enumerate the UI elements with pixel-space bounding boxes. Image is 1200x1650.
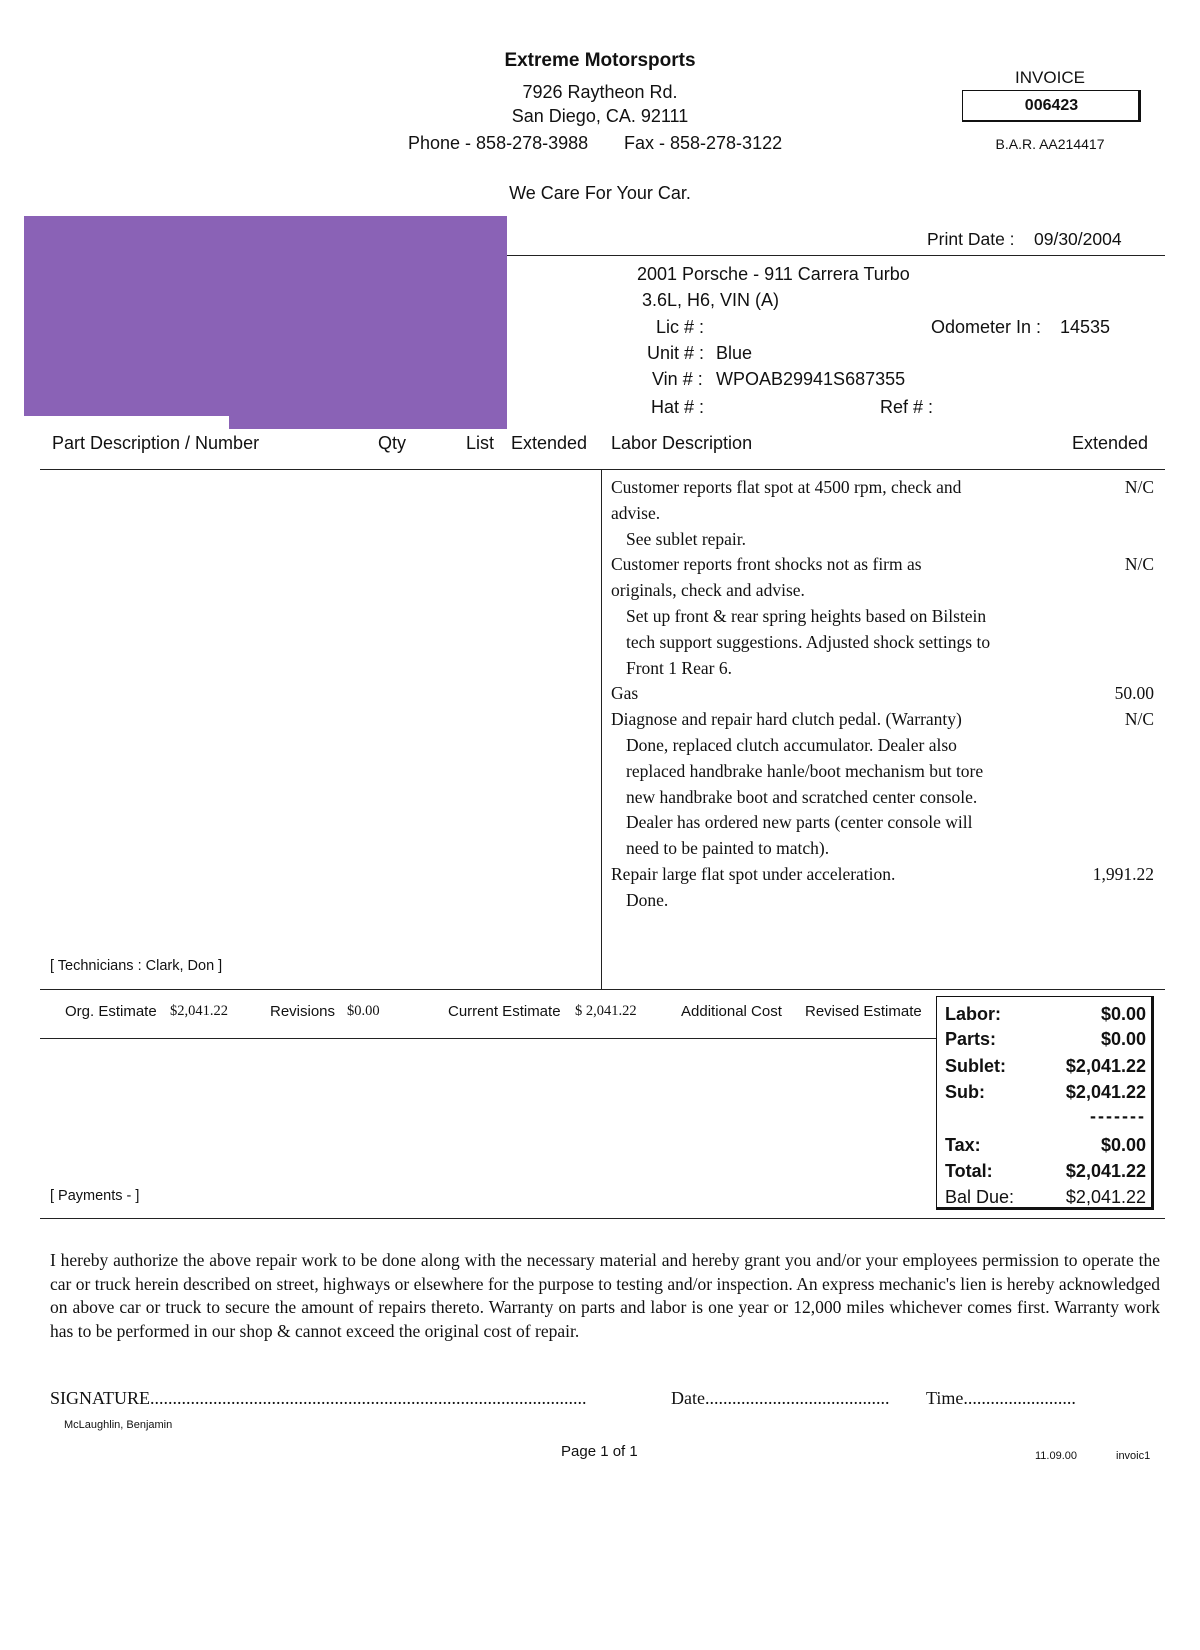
technicians: [ Technicians : Clark, Don ]	[50, 958, 223, 974]
labor-total-value: $0.00	[1100, 1004, 1146, 1024]
labor-line-text: Done.	[626, 889, 669, 910]
page-number: Page 1 of 1	[561, 1443, 638, 1460]
header-divider	[40, 469, 1165, 470]
odometer-value: 14535	[1060, 317, 1111, 337]
balance-due-value: $2,041.22	[1065, 1187, 1146, 1207]
col-labor-extended: Extended	[1072, 433, 1149, 453]
company-fax: Fax - 858-278-3122	[624, 133, 783, 153]
tax-value: $0.00	[1100, 1135, 1146, 1155]
parts-total-label: Parts:	[945, 1029, 997, 1049]
unit-value: Blue	[716, 343, 753, 363]
odometer-label: Odometer In :	[931, 317, 1042, 337]
col-list: List	[466, 433, 495, 453]
redacted-block-right	[229, 216, 507, 429]
revised-estimate-label: Revised Estimate	[805, 1003, 922, 1020]
sub-total-label: Sub:	[945, 1082, 985, 1102]
tax-label: Tax:	[945, 1135, 981, 1155]
labor-line-text: advise.	[611, 502, 661, 523]
col-labor-description: Labor Description	[611, 433, 753, 453]
current-estimate-label: Current Estimate	[448, 1003, 561, 1020]
invoice-number: 006423	[1024, 97, 1079, 114]
authorization-terms: I hereby authorize the above repair work to be done along with the necessary material and hereby grant you and/or your employees permission to operate the car or truck herein described on street, highways or elsewhere for the purpose to testing and/or inspection. An express mechanic's lien is hereby acknowledged on above car or truck to secure the amount of repairs thereto. Warranty on parts and labor is one year or 12,000 miles whichever comes first. Warranty work has to be performed in our shop & cannot exceed the original cost of repair.	[50, 1250, 1160, 1341]
labor-line-text: Customer reports front shocks not as firm as	[611, 554, 922, 575]
labor-line-text: Diagnose and repair hard clutch pedal. (Warranty)	[611, 709, 962, 730]
license-label: Lic # :	[656, 317, 705, 337]
print-date-label: Print Date :	[927, 229, 1015, 249]
vin-label: Vin # :	[652, 369, 703, 389]
labor-line-text: new handbrake boot and scratched center console.	[626, 786, 978, 807]
form-id: invoic1	[1116, 1450, 1151, 1462]
labor-line-text: See sublet repair.	[626, 528, 747, 549]
col-extended: Extended	[511, 433, 588, 453]
labor-line-text: Dealer has ordered new parts (center console will	[626, 812, 973, 833]
revisions-value: $0.00	[347, 1003, 380, 1019]
print-date-value: 09/30/2004	[1034, 229, 1122, 249]
labor-line-text: Done, replaced clutch accumulator. Dealer also	[626, 735, 957, 755]
revisions-label: Revisions	[270, 1003, 336, 1020]
org-estimate-value: $2,041.22	[170, 1003, 228, 1019]
labor-total-label: Labor:	[945, 1004, 1001, 1024]
labor-line-text: need to be painted to match).	[626, 838, 830, 859]
labor-line-text: replaced handbrake hanle/boot mechanism but tore	[626, 760, 984, 781]
vehicle-divider	[507, 255, 1165, 256]
redacted-block-left	[24, 216, 232, 416]
bar-number: B.A.R. AA214417	[995, 136, 1105, 152]
sublet-total-label: Sublet:	[945, 1056, 1006, 1076]
labor-line-text: Set up front & rear spring heights based on Bilstein	[626, 606, 987, 626]
company-name: Extreme Motorsports	[504, 50, 696, 71]
balance-due-label: Bal Due:	[945, 1187, 1015, 1207]
labor-line-text: Customer reports flat spot at 4500 rpm, check and	[611, 477, 962, 497]
company-address-line1: 7926 Raytheon Rd.	[522, 82, 678, 102]
ref-label: Ref # :	[880, 397, 934, 417]
labor-line-text: originals, check and advise.	[611, 580, 805, 601]
additional-cost-label: Additional Cost	[681, 1003, 782, 1020]
date-line: Date.........................................	[671, 1388, 890, 1408]
labor-line-text: tech support suggestions. Adjusted shock settings to	[626, 631, 991, 652]
customer-name: McLaughlin, Benjamin	[64, 1419, 173, 1431]
sub-total-value: $2,041.22	[1065, 1082, 1146, 1102]
company-address-line2: San Diego, CA. 92111	[511, 106, 689, 126]
unit-label: Unit # :	[647, 343, 705, 363]
current-estimate-value: $ 2,041.22	[575, 1003, 637, 1019]
totals-divider: -------	[1090, 1106, 1146, 1126]
org-estimate-label: Org. Estimate	[65, 1003, 157, 1020]
parts-total-value: $0.00	[1100, 1029, 1146, 1049]
labor-line-text: Front 1 Rear 6.	[626, 657, 732, 678]
labor-line-amount: 1,991.22	[1092, 864, 1154, 884]
vehicle-engine: 3.6L, H6, VIN (A)	[642, 290, 780, 310]
vin-value: WPOAB29941S687355	[716, 369, 906, 389]
labor-line-text: Repair large flat spot under acceleration.	[611, 864, 896, 884]
labor-line-text: Gas	[611, 683, 639, 704]
labor-line-amount: N/C	[1124, 477, 1154, 497]
grand-total-label: Total:	[945, 1161, 993, 1181]
time-line: Time.........................	[926, 1388, 1076, 1408]
form-version: 11.09.00	[1035, 1450, 1078, 1462]
signature-line: SIGNATURE.................................................................................................	[50, 1388, 587, 1408]
parts-section-bottom	[40, 989, 1165, 990]
invoice-label: INVOICE	[1015, 68, 1085, 87]
company-tagline: We Care For Your Car.	[509, 183, 691, 203]
parts-labor-divider	[601, 469, 602, 989]
col-part-description: Part Description / Number	[52, 433, 260, 453]
totals-section-bottom	[40, 1218, 1165, 1219]
grand-total-value: $2,041.22	[1065, 1161, 1146, 1181]
hat-label: Hat # :	[651, 397, 705, 417]
labor-line-amount: N/C	[1124, 709, 1154, 730]
labor-line-amount: 50.00	[1114, 683, 1154, 704]
company-phone: Phone - 858-278-3988	[408, 133, 589, 153]
col-qty: Qty	[378, 433, 407, 453]
vehicle-title: 2001 Porsche - 911 Carrera Turbo	[637, 264, 910, 284]
estimate-divider	[40, 1038, 937, 1039]
payments: [ Payments - ]	[50, 1188, 140, 1204]
labor-line-amount: N/C	[1124, 554, 1154, 575]
sublet-total-value: $2,041.22	[1065, 1056, 1146, 1076]
